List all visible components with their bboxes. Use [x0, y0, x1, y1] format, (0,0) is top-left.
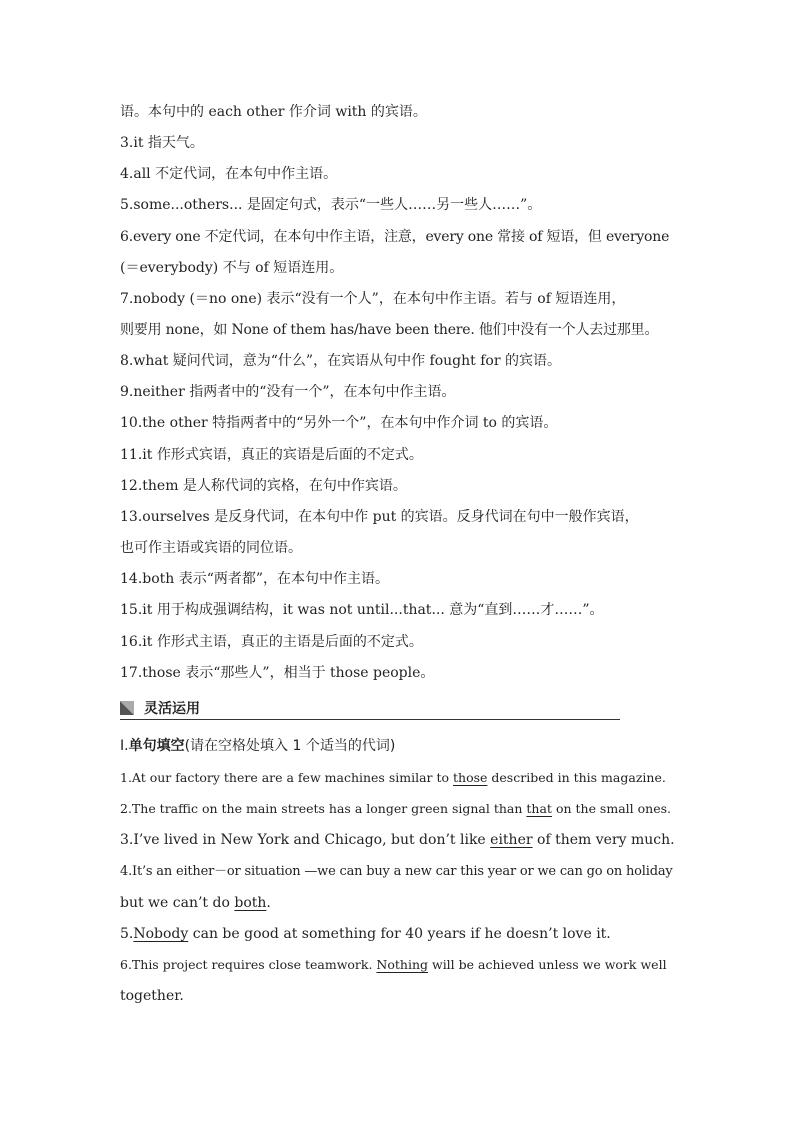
exercise-text: 5.	[120, 926, 134, 942]
exercise-line	[120, 955, 667, 975]
note-line: 6.every one 不定代词，在本句中作主语，注意，every one 常接 of 短语，但 everyone	[120, 229, 670, 245]
exercise-subheading	[120, 736, 395, 756]
note-line: 9.neither 指两者中的“没有一个”，在本句中作主语。	[120, 384, 456, 400]
exercise-text: together.	[120, 988, 184, 1004]
exercise-line	[120, 893, 271, 913]
note-line: 7.nobody (＝no one) 表示“没有一个人”，在本句中作主语。若与 of 短语连用，	[120, 291, 626, 307]
note-line: 则要用 none，如 None of them has/have been there. 他们中没有一个人去过那里。	[120, 322, 659, 338]
exercise-line	[120, 799, 671, 819]
note-line: 10.the other 特指两者中的“另外一个”，在本句中作介词 to 的宾语。	[120, 415, 558, 431]
exercise-text: 1.At our factory there are a few machines similar to	[120, 770, 454, 785]
subheading-rest: (请在空格处填入 1 个适当的代词)	[184, 738, 396, 754]
exercise-line	[120, 830, 675, 850]
exercise-text: 6.This project requires close teamwork.	[120, 957, 377, 972]
answer-blank: those	[453, 770, 488, 785]
exercise-line	[120, 862, 673, 882]
note-line: 语。本句中的 each other 作介词 with 的宾语。	[120, 104, 427, 120]
note-line: 也可作主语或宾语的同位语。	[120, 540, 302, 556]
section-header	[120, 701, 620, 720]
exercise-text: .	[266, 895, 271, 911]
note-line: 11.it 作形式宾语，真正的宾语是后面的不定式。	[120, 447, 423, 463]
exercise-line	[120, 986, 184, 1006]
section-title: 灵活运用	[144, 701, 200, 717]
exercise-text: on the small ones.	[551, 801, 671, 816]
answer-blank: Nobody	[133, 926, 189, 942]
exercise-text: will be achieved unless we work well	[428, 957, 667, 972]
note-line: (＝everybody) 不与 of 短语连用。	[120, 260, 344, 276]
exercise-text: 4.It’s an either－or situation —we can buy a new car this year or we can go on holiday	[120, 864, 673, 879]
note-line: 17.those 表示“那些人”，相当于 those people。	[120, 665, 435, 681]
subheading-prefix: Ⅰ.	[120, 738, 129, 754]
exercise-text: 2.The traffic on the main streets has a longer green signal than	[120, 801, 527, 816]
corner-triangle-icon	[120, 701, 134, 715]
note-line: 5.some...others... 是固定句式，表示“一些人……另一些人……”。	[120, 197, 542, 213]
answer-blank: Nothing	[376, 957, 429, 972]
answer-blank: that	[526, 801, 552, 816]
note-line: 3.it 指天气。	[120, 135, 204, 151]
exercise-line	[120, 768, 666, 788]
exercise-text: can be good at something for 40 years if he doesn’t love it.	[188, 926, 611, 942]
note-line: 14.both 表示“两者都”，在本句中作主语。	[120, 571, 390, 587]
subheading-bold: 单句填空	[128, 738, 185, 754]
answer-blank: either	[490, 832, 533, 848]
exercise-text: 3.I’ve lived in New York and Chicago, but don’t like	[120, 832, 491, 848]
note-line: 13.ourselves 是反身代词，在本句中作 put 的宾语。反身代词在句中一般作宾语，	[120, 509, 639, 525]
exercise-line	[120, 924, 611, 944]
note-line: 8.what 疑问代词，意为“什么”，在宾语从句中作 fought for 的宾语。	[120, 353, 561, 369]
exercise-text: of them very much.	[532, 832, 675, 848]
note-line: 16.it 作形式主语，真正的主语是后面的不定式。	[120, 634, 423, 650]
note-line: 12.them 是人称代词的宾格，在句中作宾语。	[120, 478, 407, 494]
exercise-text: described in this magazine.	[487, 770, 666, 785]
note-line: 15.it 用于构成强调结构，it was not until...that... 意为“直到……才……”。	[120, 602, 604, 618]
answer-blank: both	[234, 895, 267, 911]
note-line: 4.all 不定代词，在本句中作主语。	[120, 166, 338, 182]
exercise-text: but we can’t do	[120, 895, 235, 911]
